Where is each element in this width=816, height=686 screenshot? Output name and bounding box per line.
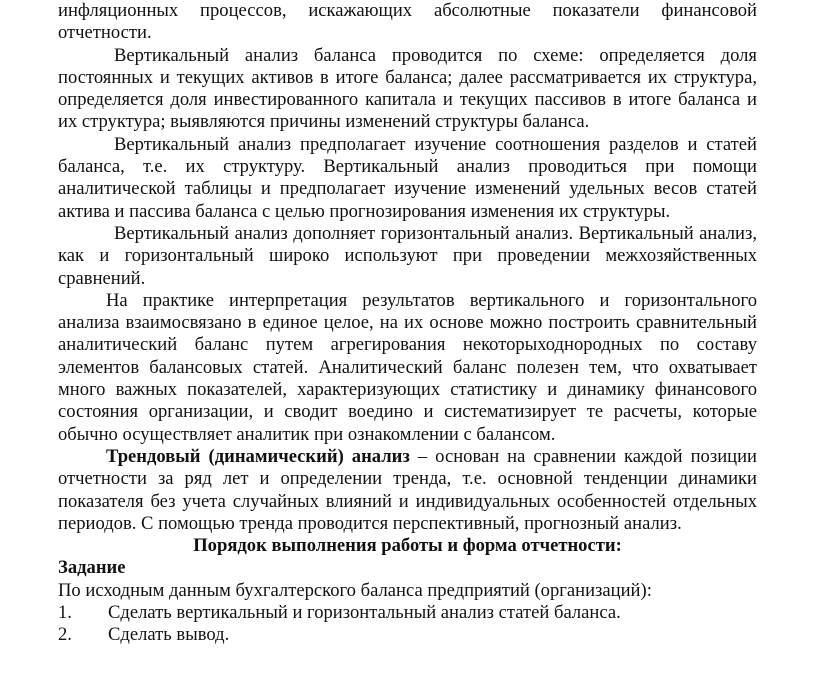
list-item-number: 2. xyxy=(58,624,72,646)
task-intro: По исходным данным бухгалтерского баланса предприятий (организаций): xyxy=(58,579,652,601)
paragraph-vertical-structure: Вертикальный анализ предполагает изучение соотношения разделов и статей баланса, т.е. их структуру. Вертикальный анализ проводиться при помощи аналитической таблицы и предполагает изучение изменений удельных весов статей актива и пассива баланса с целью прогнозирования изменения их структуры. xyxy=(58,133,757,222)
list-item-text: Сделать вертикальный и горизонтальный анализ статей баланса. xyxy=(108,602,621,624)
paragraph-trend-analysis xyxy=(58,446,757,535)
task-label: Задание xyxy=(58,557,126,579)
paragraph-vertical-scheme: Вертикальный анализ баланса проводится по схеме: определяется доля постоянных и текущих активов в итоге баланса; далее рассматривается их структура, определяется доля инвестированного капитала и текущих пассивов в итоге баланса и их структура; выявляются причины изменений структуры баланса. xyxy=(58,44,757,133)
paragraph-continuation: инфляционных процессов, искажающих абсолютные показатели финансовой отчетности. xyxy=(58,0,757,44)
paragraph-vertical-horizontal: Вертикальный анализ дополняет горизонтальный анализ. Вертикальный анализ, как и горизонтальный широко используют при проведении межхозяйственных сравнений. xyxy=(58,222,757,289)
paragraph-interpretation: На практике интерпретация результатов вертикального и горизонтального анализа взаимосвязано в единое целое, на их основе можно построить сравнительный аналитический баланс путем агрегирования некоторыходнородных по составу элементов балансовых статей. Аналитический баланс полезен тем, что охватывает много важных показателей, характеризующих статистику и динамику финансового состояния организации, и сводит воедино и систематизирует те расчеты, которые обычно осуществляет аналитик при ознакомлении с балансом. xyxy=(58,289,757,445)
list-item xyxy=(58,624,757,646)
list-item-number: 1. xyxy=(58,602,72,624)
section-heading: Порядок выполнения работы и форма отчетности: xyxy=(193,535,622,557)
list-item-text: Сделать вывод. xyxy=(108,624,230,646)
trend-analysis-term: Трендовый (динамический) анализ xyxy=(106,445,410,467)
trend-analysis-definition: – основан на сравнении каждой позиции отчетности за ряд лет и определении тренда, т.е. основной тенденции динамики показателя без учета случайных влияний и индивидуальных особенностей отдельных периодов. С помощью тренда проводится перспективный, прогнозный анализ. xyxy=(58,445,757,534)
list-item xyxy=(58,602,757,624)
document-page xyxy=(58,0,757,647)
